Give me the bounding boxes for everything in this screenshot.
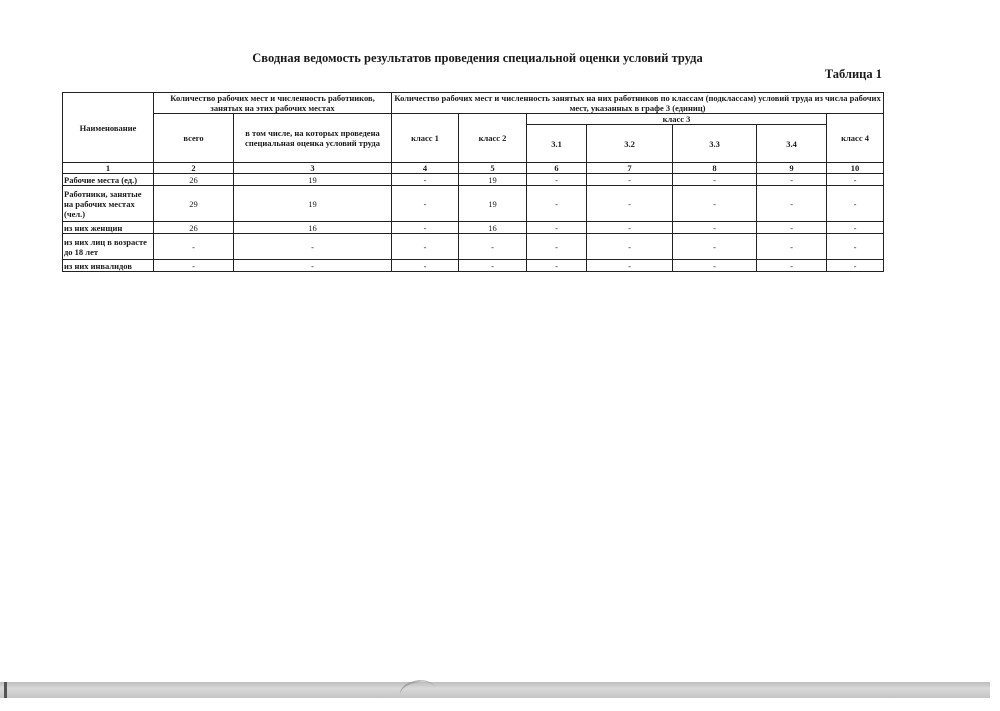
table-cell: 19 bbox=[234, 174, 392, 186]
header-assessed: в том числе, на которых проведена специальная оценка условий труда bbox=[234, 114, 392, 163]
table-cell: - bbox=[459, 260, 527, 272]
table-cell: - bbox=[392, 186, 459, 222]
column-number: 3 bbox=[234, 163, 392, 174]
table-cell: - bbox=[527, 222, 587, 234]
table-cell: 29 bbox=[154, 186, 234, 222]
table-cell: - bbox=[673, 222, 757, 234]
table-row bbox=[63, 222, 884, 234]
table-cell: 26 bbox=[154, 174, 234, 186]
table-cell: - bbox=[757, 222, 827, 234]
table-label: Таблица 1 bbox=[824, 67, 882, 81]
table-cell: - bbox=[154, 260, 234, 272]
table-cell: - bbox=[587, 174, 673, 186]
table-cell: - bbox=[587, 260, 673, 272]
table-cell: - bbox=[827, 174, 884, 186]
row-name: из них женщин bbox=[63, 222, 154, 234]
table-cell: - bbox=[757, 186, 827, 222]
table-row bbox=[63, 234, 884, 260]
table-cell: 19 bbox=[459, 186, 527, 222]
scan-edge-bar bbox=[0, 682, 990, 698]
table-cell: - bbox=[234, 260, 392, 272]
document-title: Сводная ведомость результатов проведения специальной оценки условий труда bbox=[252, 51, 703, 65]
header-sub-3-1: 3.1 bbox=[527, 125, 587, 163]
handwritten-mark bbox=[397, 675, 439, 710]
table-cell: - bbox=[757, 260, 827, 272]
table-cell: - bbox=[527, 174, 587, 186]
header-group-a: Количество рабочих мест и численность работников, занятых на этих рабочих местах bbox=[154, 93, 392, 114]
table-cell: - bbox=[392, 234, 459, 260]
column-number: 9 bbox=[757, 163, 827, 174]
header-class2: класс 2 bbox=[459, 114, 527, 163]
table-cell: - bbox=[673, 186, 757, 222]
table-cell: - bbox=[234, 234, 392, 260]
table-cell: - bbox=[673, 174, 757, 186]
table-cell: 19 bbox=[234, 186, 392, 222]
header-class4: класс 4 bbox=[827, 114, 884, 163]
header-total: всего bbox=[154, 114, 234, 163]
table-row bbox=[63, 174, 884, 186]
row-name: из них лиц в возрасте до 18 лет bbox=[63, 234, 154, 260]
header-group-b: Количество рабочих мест и численность занятых на них работников по классам (подклассам) условий труда из числа рабочих мест, указанных в графе 3 (единиц) bbox=[392, 93, 884, 114]
column-number: 2 bbox=[154, 163, 234, 174]
column-number: 1 bbox=[63, 163, 154, 174]
header-class3: класс 3 bbox=[527, 114, 827, 125]
row-name: Рабочие места (ед.) bbox=[63, 174, 154, 186]
column-number: 10 bbox=[827, 163, 884, 174]
table-cell: 19 bbox=[459, 174, 527, 186]
table-cell: 16 bbox=[459, 222, 527, 234]
table-cell: - bbox=[154, 234, 234, 260]
column-numbers-row bbox=[63, 163, 884, 174]
header-class1: класс 1 bbox=[392, 114, 459, 163]
row-name: Работники, занятые на рабочих местах (чел.) bbox=[63, 186, 154, 222]
table-cell: - bbox=[392, 260, 459, 272]
table-cell: - bbox=[587, 234, 673, 260]
summary-table bbox=[62, 92, 884, 272]
table-cell: - bbox=[587, 222, 673, 234]
table-row bbox=[63, 186, 884, 222]
table-cell: - bbox=[757, 234, 827, 260]
header-sub-3-2: 3.2 bbox=[587, 125, 673, 163]
table-cell: - bbox=[587, 186, 673, 222]
table-cell: - bbox=[527, 234, 587, 260]
column-number: 4 bbox=[392, 163, 459, 174]
column-number: 8 bbox=[673, 163, 757, 174]
header-sub-3-4: 3.4 bbox=[757, 125, 827, 163]
table-cell: - bbox=[827, 234, 884, 260]
table-cell: - bbox=[673, 260, 757, 272]
column-number: 7 bbox=[587, 163, 673, 174]
column-number: 6 bbox=[527, 163, 587, 174]
table-cell: - bbox=[527, 260, 587, 272]
table-cell: - bbox=[827, 186, 884, 222]
header-sub-3-3: 3.3 bbox=[673, 125, 757, 163]
table-cell: - bbox=[392, 222, 459, 234]
scan-edge-mark bbox=[4, 682, 7, 698]
row-name: из них инвалидов bbox=[63, 260, 154, 272]
table-cell: - bbox=[827, 222, 884, 234]
table-row bbox=[63, 260, 884, 272]
column-number: 5 bbox=[459, 163, 527, 174]
table-cell: 16 bbox=[234, 222, 392, 234]
table-cell: - bbox=[392, 174, 459, 186]
table-cell: 26 bbox=[154, 222, 234, 234]
table-cell: - bbox=[757, 174, 827, 186]
header-name: Наименование bbox=[63, 93, 154, 163]
table-cell: - bbox=[527, 186, 587, 222]
table-cell: - bbox=[827, 260, 884, 272]
table-cell: - bbox=[673, 234, 757, 260]
table-cell: - bbox=[459, 234, 527, 260]
